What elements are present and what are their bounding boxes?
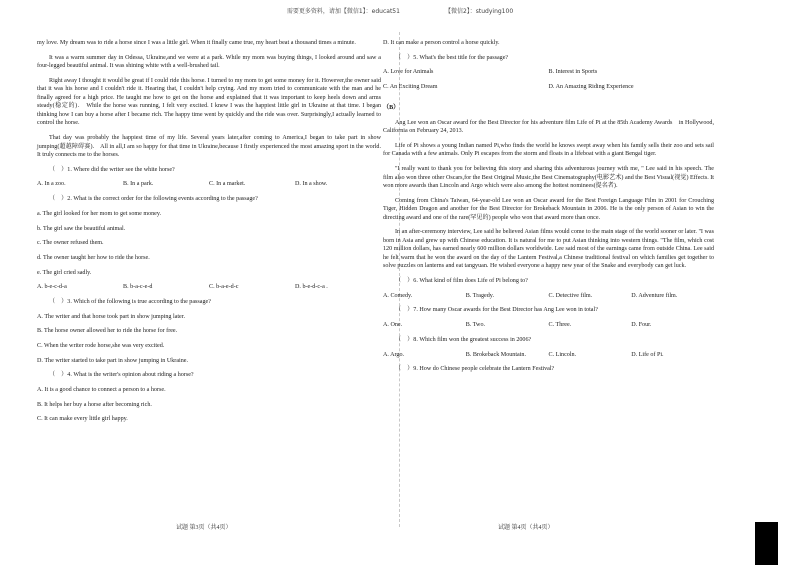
question-1: （ ）1. Where did the writer see the white horse? <box>49 166 175 173</box>
option: B. b-a-c-e-d <box>123 284 153 291</box>
passage-paragraph: Life of Pi shows a young Indian named Pi,who finds the world he knows swept away when his family sells their zoo and sets sail for Canada with a few animals. Only Pi escapes from the storm and floats in a lifeboat with a giant Bengal tiger. <box>383 142 714 158</box>
event-item: b. The girl saw the beautiful animal. <box>37 225 126 232</box>
question-9: （ ）9. How do Chinese people celebrate the Lantern Festival? <box>395 366 555 373</box>
option: D. In a show. <box>295 181 328 188</box>
option: A. Love for Animals <box>383 69 434 76</box>
option: A. The writer and that horse took part in show jumping later. <box>37 313 185 320</box>
option: C. It can make every little girl happy. <box>37 416 128 423</box>
event-item: c. The owner refused them. <box>37 240 104 247</box>
question-5-options-row2 <box>383 83 714 92</box>
option: B. In a park. <box>123 181 154 188</box>
option: C. An Exciting Dream <box>383 84 438 91</box>
question-7-options <box>383 321 714 330</box>
option: C. Three. <box>548 322 572 329</box>
option: A. Comedy. <box>383 292 413 299</box>
scan-edge-bar <box>755 522 778 565</box>
option: B. Brokeback Mountain. <box>465 351 527 358</box>
option: B. Tragedy. <box>465 292 494 299</box>
question-5: （ ）5. What's the best title for the passage? <box>395 54 509 61</box>
question-2: （ ）2. What is the correct order for the following events according to the passage? <box>49 196 258 203</box>
question-6-options <box>383 292 714 301</box>
option: D. Four. <box>631 322 652 329</box>
question-1-options <box>37 180 381 189</box>
page-footer-right: 试题 第4页（共4页） <box>498 525 554 531</box>
option: A. b-e-c-d-a <box>37 284 67 291</box>
option: D. Adventure film. <box>631 292 678 299</box>
option: C. Lincoln. <box>548 351 577 358</box>
passage-paragraph: Right away I thought it would be great if I could ride this horse. I turned to my mom to get some money for it. However,the owner said that it was his horse and I couldn't ride it. Hearing that, I couldn't help crying. And my mom tried to communicate with the man and he finally agreed for a high price. He taught me how to get on the horse and explained that it was important to keep heels down and arms steady(稳定的)． While the horse was running, I felt very excited. I knew I was the happiest little girl in Ukraine at that time. I began thinking how I can buy a horse after I became rich. The happy time went by quickly and the ride was over. Surprisingly,I actually learned to control the horse. <box>37 77 381 127</box>
option: A. In a zoo. <box>37 181 66 188</box>
option: D. It can make a person control a horse quickly. <box>383 40 500 46</box>
option: A. One. <box>383 322 403 329</box>
option: A. Argo. <box>383 351 405 358</box>
passage-paragraph: "I really want to thank you for believing this story and sharing this adventurous journey with me, " Lee said in his speech. The film also won three other Oscars,for the Best Original Music,the Best Cinematography(电影艺术) and the Best Visual(视觉) Effects. It won more awards than Lincoln and Argo which were also among the hottest nominees(提名者)． <box>383 166 714 189</box>
passage-paragraph: my love. My dream was to ride a horse since I was a little girl. When it finally came true, my heart beat a thousand times a minute. <box>37 40 356 46</box>
question-7: （ ）7. How many Oscar awards for the Best Director has Ang Lee won in total? <box>395 307 598 314</box>
event-item: e. The girl cried sadly. <box>37 269 92 276</box>
page-header: 需要更多资料，请加【微信1】：educat51 【微信2】：studying100 <box>286 8 514 15</box>
option: D. b-e-d-c-a . <box>295 284 328 291</box>
option: D. Life of Pi. <box>631 351 664 358</box>
question-5-options-row1 <box>383 68 714 77</box>
option: C. When the writer rode horse,she was very excited. <box>37 343 165 349</box>
section-heading: （B） <box>383 104 400 111</box>
passage-paragraph: That day was probably the happiest time of my life. Several years later,after coming to America,I began to take part in show jumping(超越障碍赛)． All in all,I am so happy for that time in Ukraine,because I firstly experienced the most amazing sport in the world. It truly connects me to the horses. <box>37 135 381 159</box>
question-8: （ ）8. Which film won the greatest success in 2006? <box>395 336 532 343</box>
option: B. The horse owner allowed her to ride the horse for free. <box>37 328 178 335</box>
event-item: d. The owner taught her how to ride the horse. <box>37 254 150 261</box>
right-column <box>383 39 714 374</box>
option: C. b-a-e-d-c <box>209 284 239 291</box>
question-6: （ ）6. What kind of film does Life of Pi belong to? <box>395 278 528 285</box>
option: D. The writer started to take part in show jumping in Ukraine. <box>37 357 189 364</box>
option: B. Interest in Sports <box>548 69 598 76</box>
option: A. It is a good chance to connect a person to a horse. <box>37 387 166 394</box>
option: C. Detective film. <box>548 292 593 299</box>
question-2-options <box>37 283 381 292</box>
option: B. It helps her buy a horse after becoming rich. <box>37 401 152 408</box>
question-4: （ ）4. What is the writer's opinion about riding a horse? <box>49 372 194 379</box>
passage-paragraph: Ang Lee won an Oscar award for the Best Director for his adventure film Life of Pi at the 85th Academy Awards in Hollywood, California on February 24, 2013. <box>383 119 714 135</box>
passage-paragraph: Coming from China's Taiwan, 64-year-old Lee won an Oscar award for the Best Foreign Language Film in 2001 for Crouching Tiger, Hidden Dragon and another for the Best Director for Brokeback Mountain in 2006. He is the only person of Asian to win the directing award and one of the rare(罕见的) people who won that award more than once. <box>383 197 714 221</box>
left-column <box>37 39 381 424</box>
option: C. In a market. <box>209 181 246 188</box>
question-8-options <box>383 351 714 360</box>
passage-paragraph: In an after-ceremony interview, Lee said he believed Asian films would come to the main stage of the world sooner or later. "I was born in Asia and grew up with Chinese education. It is natural for me to put Asian thinking into western things. "The film, which cost 120 million dollars, has earned nearly 600 million dollars worldwide. Lee said most of the earnings came from outside China. Lee said he felt warm that he won the award on the day of the Lantern Festival,a Chinese traditional festival on which families get together to solve puzzles on lanterns and eat tangyuan. He wished everyone a happy new year of the Snake and everybody can get luck. <box>383 229 714 270</box>
page-footer-left: 试题 第3页（共4页） <box>176 525 232 531</box>
option: D. An Amazing Riding Experience <box>548 84 634 91</box>
event-item: a. The girl looked for her mom to get some money. <box>37 210 162 217</box>
passage-paragraph: It was a warm summer day in Odessa, Ukraine,and we were at a park. While my mom was buying things, I looked around and saw a four-legged beautiful animal. It was shining white with a well-brushed tail. <box>37 54 381 70</box>
option: B. Two. <box>465 322 486 329</box>
question-3: （ ）3. Which of the following is true according to the passage? <box>49 298 211 305</box>
